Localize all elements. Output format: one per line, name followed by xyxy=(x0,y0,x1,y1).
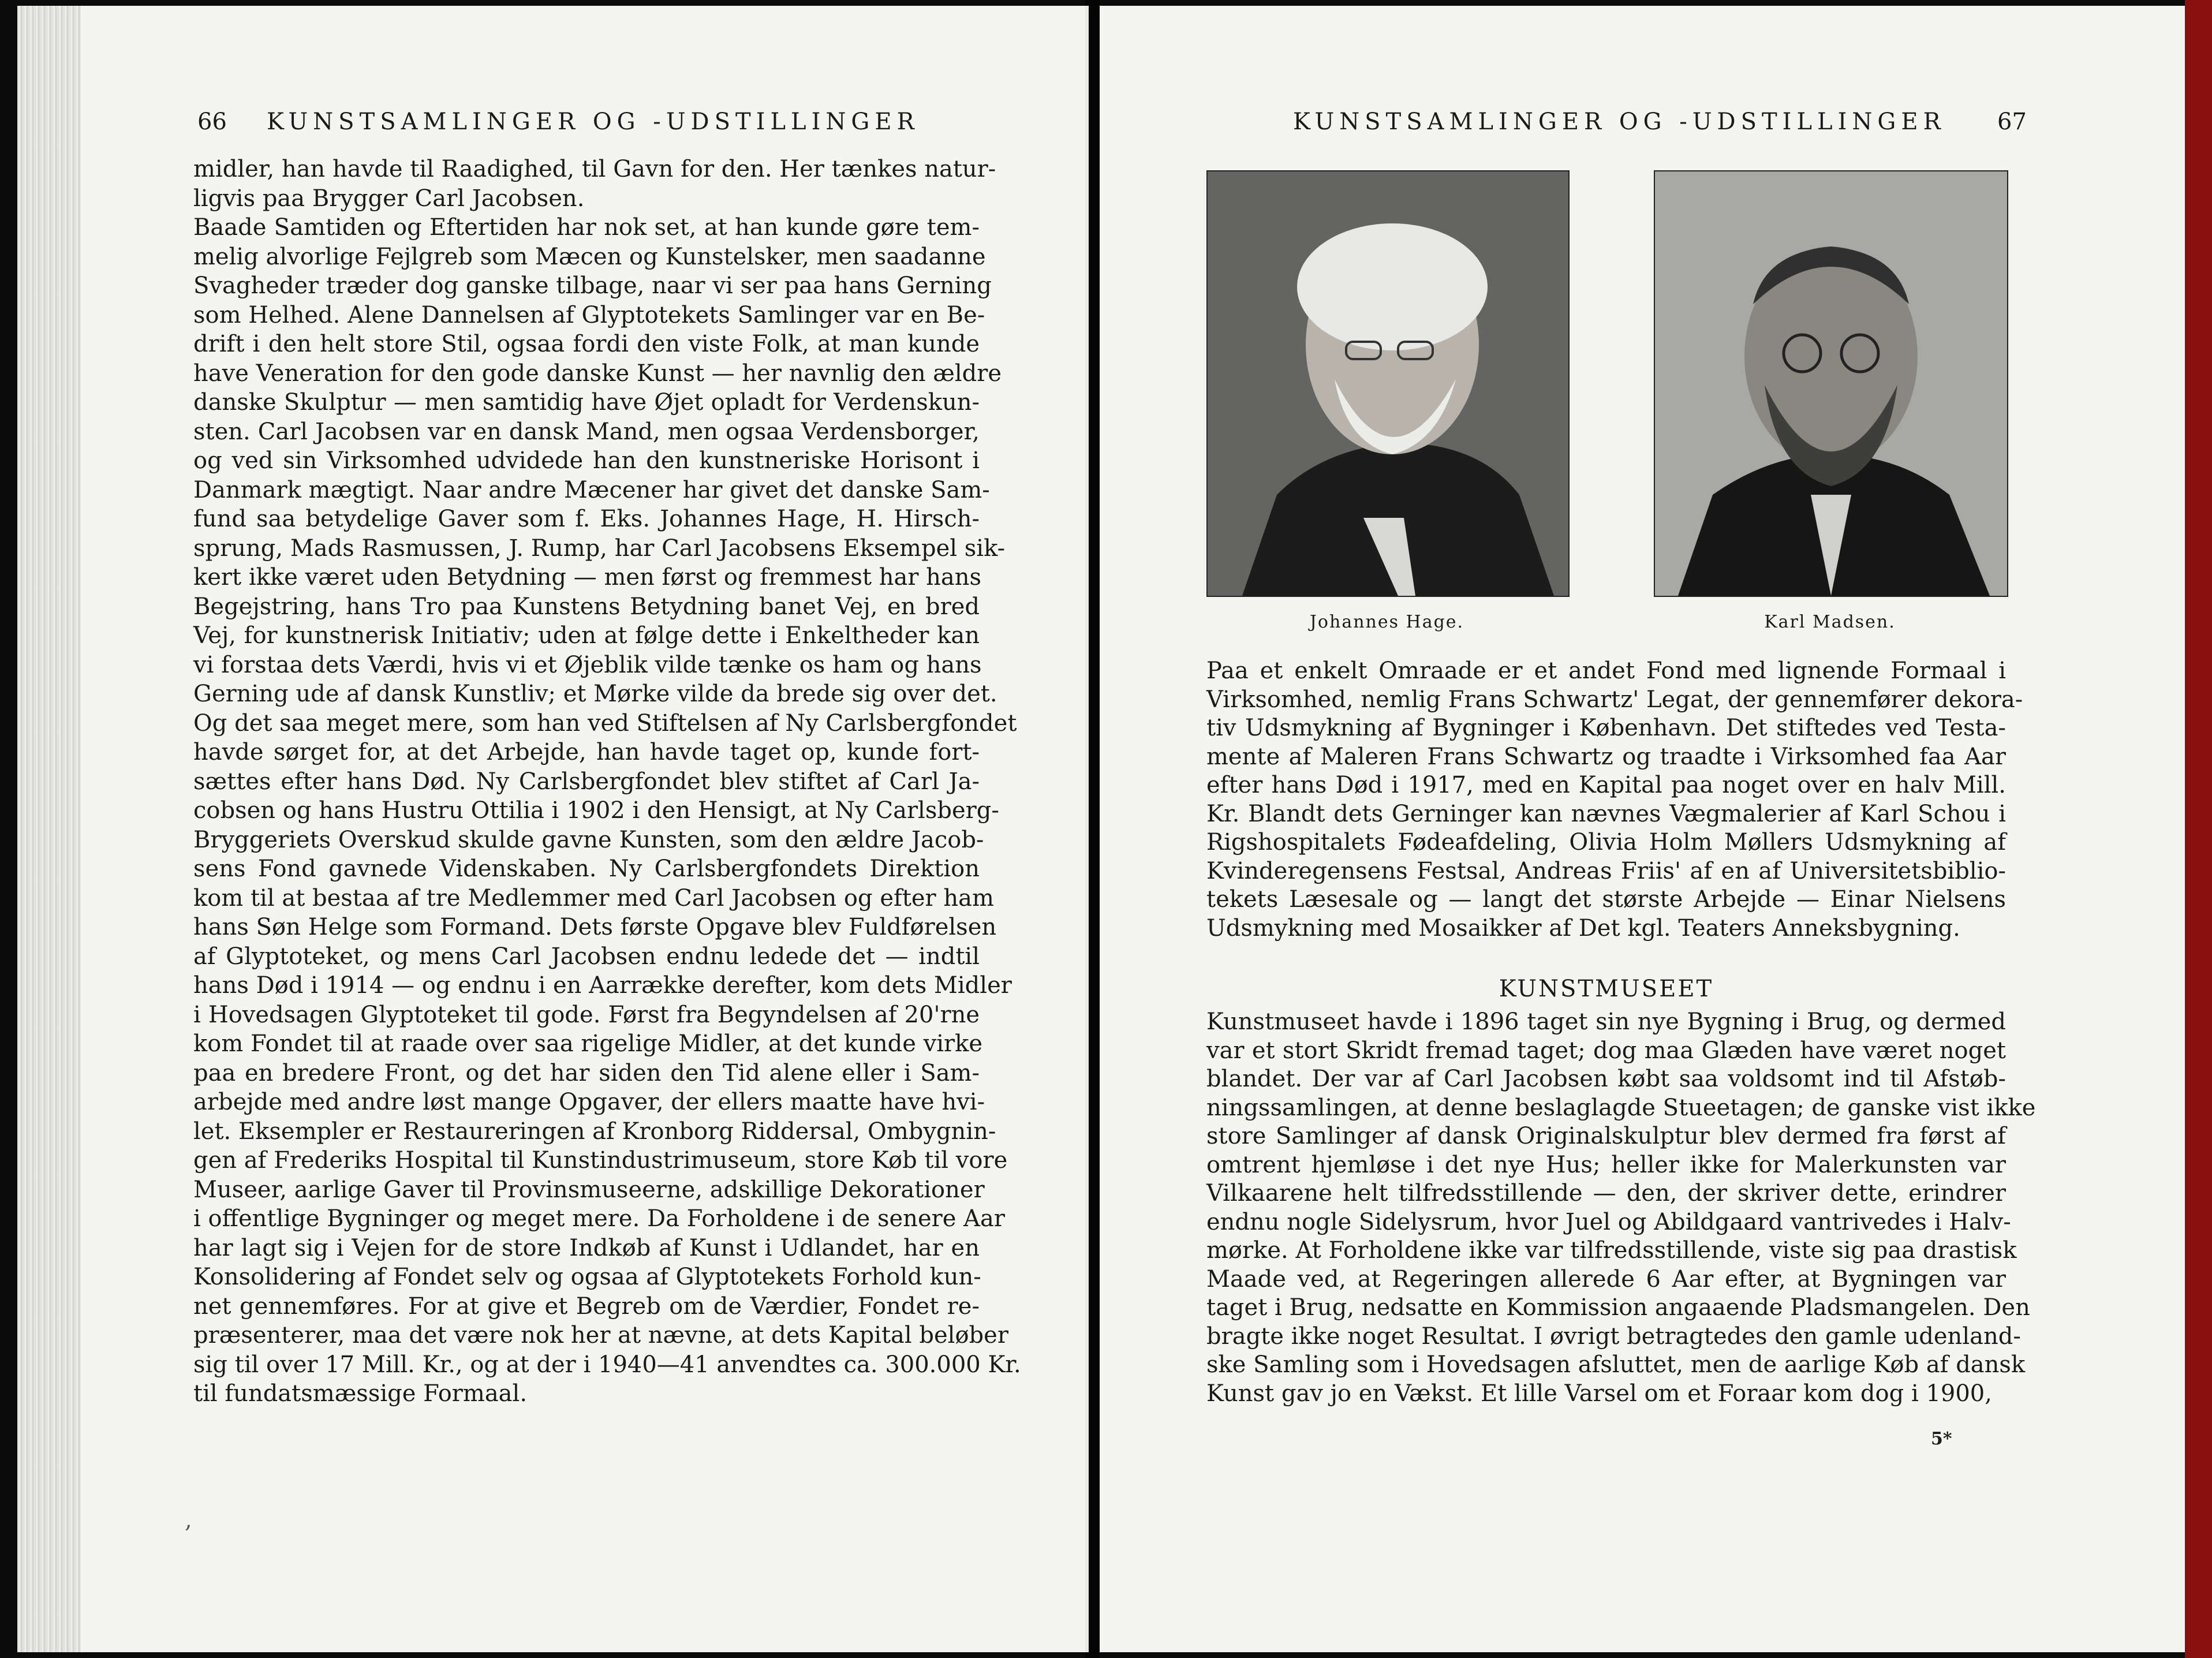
text-line: kert ikke været uden Betydning — men først og fremmest har hans xyxy=(193,564,982,591)
text-line: har lagt sig i Vejen for de store Indkøb af Kunst i Udlandet, har en xyxy=(193,1234,980,1261)
section-heading-kunstmuseet: KUNSTMUSEET xyxy=(1499,976,1714,1002)
text-line: ligvis paa Brygger Carl Jacobsen. xyxy=(193,185,585,212)
text-line: kom til at bestaa af tre Medlemmer med Carl Jacobsen og efter ham xyxy=(193,884,994,912)
text-line: omtrent hjemløse i det nye Hus; heller ikke for Malerkunsten var xyxy=(1206,1151,2006,1178)
text-line: Maade ved, at Regeringen allerede 6 Aar efter, at Bygningen var xyxy=(1206,1265,2006,1293)
text-line: drift i den helt store Stil, ogsaa fordi den viste Folk, at man kunde xyxy=(193,331,980,357)
text-line: Svagheder træder dog ganske tilbage, naar vi ser paa hans Gerning xyxy=(193,272,992,299)
text-line: i Hovedsagen Glyptoteket til gode. Først fra Begyndelsen af 20'rne xyxy=(193,1001,980,1028)
text-line: Vilkaarene helt tilfredsstillende — den, der skriver dette, erindrer xyxy=(1206,1180,2006,1207)
running-head-right: KUNSTSAMLINGER OG -UDSTILLINGER xyxy=(1293,109,1946,135)
text-line: Udsmykning med Mosaikker af Det kgl. Teaters Anneksbygning. xyxy=(1206,914,1960,942)
text-line: bragte ikke noget Resultat. I øvrigt betragtedes den gamle udenland- xyxy=(1206,1323,2021,1350)
text-line: hans Søn Helge som Formand. Dets første Opgave blev Fuldførelsen xyxy=(193,914,997,940)
text-line: som Helhed. Alene Dannelsen af Glyptotekets Samlinger var en Be- xyxy=(193,301,985,328)
right-body-text-bottom xyxy=(1206,1008,2036,1408)
text-line: Paa et enkelt Omraade er et andet Fond med lignende Formaal i xyxy=(1206,658,2006,684)
caption-karl-madsen: Karl Madsen. xyxy=(1764,612,1896,632)
text-line: til fundatsmæssige Formaal. xyxy=(193,1380,528,1407)
text-line: ske Samling som i Hovedsagen afsluttet, men de aarlige Køb af dansk xyxy=(1206,1351,2026,1378)
text-line: havde sørget for, at det Arbejde, han havde taget op, kunde fort- xyxy=(193,739,980,765)
text-line: tekets Læsesale og — langt det største Arbejde — Einar Nielsens xyxy=(1206,886,2006,913)
signature-mark: 5* xyxy=(1931,1429,1952,1449)
text-line: sprung, Mads Rasmussen, J. Rump, har Carl Jacobsens Eksempel sik- xyxy=(193,535,1006,562)
text-line: let. Eksempler er Restaureringen af Kronborg Riddersal, Ombygnin- xyxy=(193,1118,996,1145)
text-line: gen af Frederiks Hospital til Kunstindustrimuseum, store Køb til vore xyxy=(193,1147,1008,1174)
text-line: præsenterer, maa det være nok her at nævne, at dets Kapital beløber xyxy=(193,1322,1008,1349)
text-line: Danmark mægtigt. Naar andre Mæcener har givet det danske Sam- xyxy=(193,476,990,503)
text-line: endnu nogle Sidelysrum, hvor Juel og Abildgaard vantrivedes i Halv- xyxy=(1206,1208,2011,1235)
text-line: ningssamlingen, at denne beslaglagde Stueetagen; de ganske vist ikke xyxy=(1206,1094,2036,1121)
text-line: Konsolidering af Fondet selv og ogsaa af Glyptotekets Forhold kun- xyxy=(193,1264,981,1290)
text-line: sens Fond gavnede Videnskaben. Ny Carlsbergfondets Direktion xyxy=(193,856,980,882)
text-line: Baade Samtiden og Eftertiden har nok set, at han kunde gøre tem- xyxy=(193,214,980,241)
text-line: sten. Carl Jacobsen var en dansk Mand, men ogsaa Verdensborger, xyxy=(193,418,980,445)
text-line: Rigshospitalets Fødeafdeling, Olivia Holm Møllers Udsmykning af xyxy=(1206,829,2006,856)
page-edges xyxy=(17,6,81,1652)
text-line: mente af Maleren Frans Schwartz og traadte i Virksomhed faa Aar xyxy=(1206,743,2006,770)
portrait-photo-johannes-hage xyxy=(1206,170,1570,597)
text-line: Gerning ude af dansk Kunstliv; et Mørke vilde da brede sig over det. xyxy=(193,681,997,707)
text-line: net gennemføres. For at give et Begreb om de Værdier, Fondet re- xyxy=(193,1293,980,1320)
text-line: Begejstring, hans Tro paa Kunstens Betydning banet Vej, en bred xyxy=(193,593,980,620)
text-line: Kr. Blandt dets Gerninger kan nævnes Vægmalerier af Karl Schou i xyxy=(1206,800,2006,827)
text-line: melig alvorlige Fejlgreb som Mæcen og Kunstelsker, men saadanne xyxy=(193,243,986,270)
text-line: af Glyptoteket, og mens Carl Jacobsen endnu ledede det — indtil xyxy=(193,943,980,970)
text-line: midler, han havde til Raadighed, til Gavn for den. Her tænkes natur- xyxy=(193,156,996,182)
text-line: mørke. At Forholdene ikke var tilfredsstillende, viste sig paa drastisk xyxy=(1206,1237,2017,1264)
text-line: Kunstmuseet havde i 1896 taget sin nye Bygning i Brug, og dermed xyxy=(1206,1009,2006,1035)
text-line: Kunst gav jo en Vækst. Et lille Varsel om et Foraar kom dog i 1900, xyxy=(1206,1380,1992,1407)
text-line: sættes efter hans Død. Ny Carlsbergfondet blev stiftet af Carl Ja- xyxy=(193,768,980,795)
text-line: arbejde med andre løst mange Opgaver, der ellers maatte have hvi- xyxy=(193,1089,985,1115)
right-page xyxy=(1100,6,2185,1652)
text-line: Vej, for kunstnerisk Initiativ; uden at følge dette i Enkeltheder kan xyxy=(193,622,980,649)
text-line: store Samlinger af dansk Originalskulptur blev dermed fra først af xyxy=(1206,1123,2006,1149)
running-head-left: KUNSTSAMLINGER OG -UDSTILLINGER xyxy=(267,109,920,135)
text-line: taget i Brug, nedsatte en Kommission angaaende Pladsmangelen. Den xyxy=(1206,1294,2030,1321)
left-body-text xyxy=(193,155,1021,1409)
page-number-left: 66 xyxy=(197,109,227,135)
text-line: have Veneration for den gode danske Kunst — her navnlig den ældre xyxy=(193,360,1002,387)
text-line: Bryggeriets Overskud skulde gavne Kunsten, som den ældre Jacob- xyxy=(193,826,984,853)
text-line: cobsen og hans Hustru Ottilia i 1902 i den Hensigt, at Ny Carlsberg- xyxy=(193,797,999,824)
text-line: Museer, aarlige Gaver til Provinsmuseerne, adskillige Dekorationer xyxy=(193,1176,985,1203)
text-line: var et stort Skridt fremad taget; dog maa Glæden have været noget xyxy=(1206,1037,2006,1064)
text-line: paa en bredere Front, og det har siden den Tid alene eller i Sam- xyxy=(193,1059,980,1086)
red-cloth-edge xyxy=(2185,0,2212,1658)
text-line: fund saa betydelige Gaver som f. Eks. Johannes Hage, H. Hirsch- xyxy=(193,506,980,532)
text-line: tiv Udsmykning af Bygninger i København. Det stiftedes ved Testa- xyxy=(1206,715,2006,741)
text-line: vi forstaa dets Værdi, hvis vi et Øjeblik vilde tænke os ham og hans xyxy=(193,651,982,678)
pencil-mark: , xyxy=(185,1507,192,1533)
left-page xyxy=(17,6,1089,1652)
text-line: og ved sin Virksomhed udvidede han den kunstneriske Horisont i xyxy=(193,447,980,474)
text-line: hans Død i 1914 — og endnu i en Aarrække derefter, kom dets Midler xyxy=(193,972,1012,999)
portrait-photo-karl-madsen xyxy=(1654,170,2008,597)
text-line: Kvinderegensens Festsal, Andreas Friis' af en af Universitetsbiblio- xyxy=(1206,857,2006,884)
text-line: Og det saa meget mere, som han ved Stiftelsen af Ny Carlsbergfondet xyxy=(193,709,1017,737)
text-line: kom Fondet til at raade over saa rigelige Midler, at det kunde virke xyxy=(193,1030,983,1057)
text-line: Virksomhed, nemlig Frans Schwartz' Legat, der gennemfører dekora- xyxy=(1206,686,2023,713)
text-line: efter hans Død i 1917, med en Kapital paa noget over en halv Mill. xyxy=(1206,772,2006,798)
text-line: danske Skulptur — men samtidig have Øjet opladt for Verdenskun- xyxy=(193,389,980,416)
text-line: blandet. Der var af Carl Jacobsen købt saa voldsomt ind til Afstøb- xyxy=(1206,1066,2006,1092)
page-number-right: 67 xyxy=(1997,109,2027,135)
caption-johannes-hage: Johannes Hage. xyxy=(1309,612,1464,632)
right-body-text-top xyxy=(1206,657,2023,943)
text-line: i offentlige Bygninger og meget mere. Da Forholdene i de senere Aar xyxy=(193,1205,1005,1232)
text-line: sig til over 17 Mill. Kr., og at der i 1940—41 anvendtes ca. 300.000 Kr. xyxy=(193,1351,1021,1378)
